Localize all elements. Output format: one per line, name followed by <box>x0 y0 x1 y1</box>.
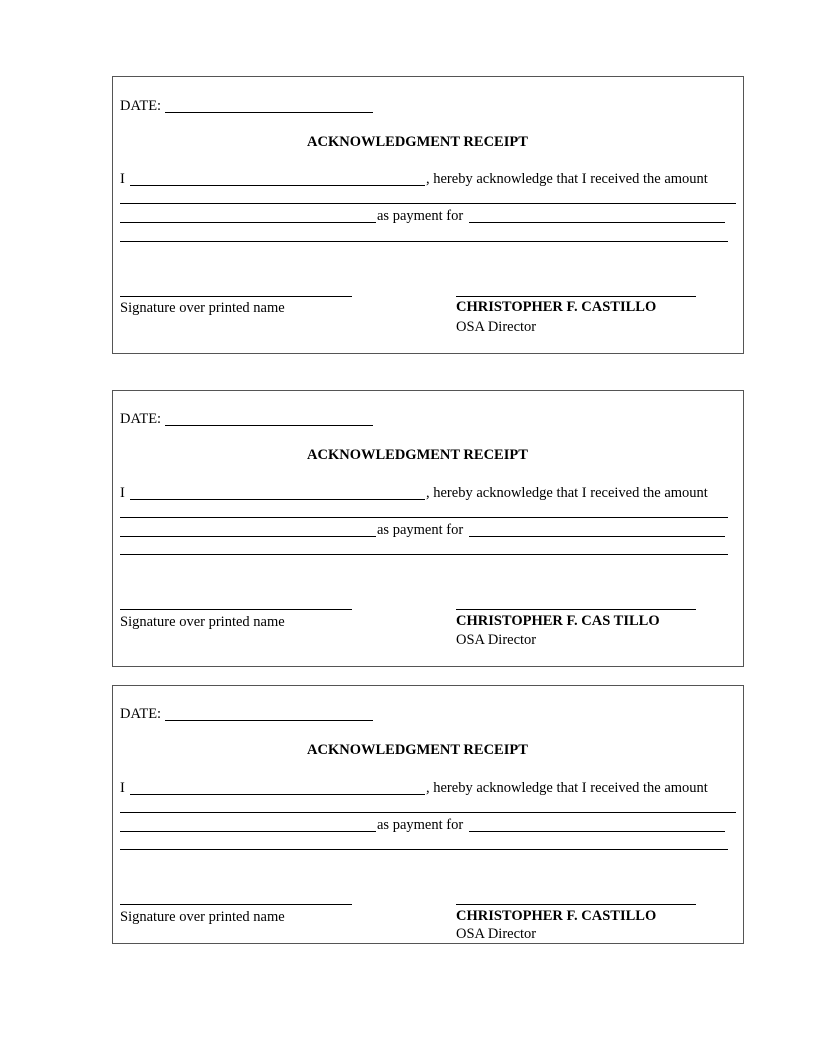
receipt-title: ACKNOWLEDGMENT RECEIPT <box>307 742 528 758</box>
director-title: OSA Director <box>456 926 537 942</box>
director-title: OSA Director <box>456 319 537 335</box>
date-field[interactable] <box>165 425 373 426</box>
director-name: CHRISTOPHER F. CAS TILLO <box>456 613 660 629</box>
receipt-2 <box>112 390 744 667</box>
payment-label: as payment for <box>377 817 464 833</box>
acknowledge-text: , hereby acknowledge that I received the amount <box>426 171 708 187</box>
director-title: OSA Director <box>456 632 537 648</box>
payment-purpose-field[interactable] <box>469 831 725 832</box>
signature-field[interactable] <box>120 609 352 610</box>
director-signature-line <box>456 296 696 297</box>
payment-label: as payment for <box>377 522 464 538</box>
amount-field[interactable] <box>120 203 736 204</box>
signature-label: Signature over printed name <box>120 614 285 630</box>
amount-field[interactable] <box>120 517 728 518</box>
recipient-prefix: I <box>120 780 125 796</box>
signature-label: Signature over printed name <box>120 300 285 316</box>
recipient-prefix: I <box>120 485 125 501</box>
receipt-title: ACKNOWLEDGMENT RECEIPT <box>307 134 528 150</box>
date-field[interactable] <box>165 720 373 721</box>
payment-purpose-continued[interactable] <box>120 241 728 242</box>
receipt-title: ACKNOWLEDGMENT RECEIPT <box>307 447 528 463</box>
signature-field[interactable] <box>120 296 352 297</box>
receipt-1 <box>112 76 744 354</box>
date-field[interactable] <box>165 112 373 113</box>
acknowledge-text: , hereby acknowledge that I received the amount <box>426 485 708 501</box>
acknowledge-text: , hereby acknowledge that I received the amount <box>426 780 708 796</box>
date-label: DATE: <box>120 411 162 427</box>
recipient-name-field[interactable] <box>130 185 425 186</box>
date-label: DATE: <box>120 706 162 722</box>
recipient-prefix: I <box>120 171 125 187</box>
amount-field[interactable] <box>120 812 736 813</box>
director-name: CHRISTOPHER F. CASTILLO <box>456 908 657 924</box>
director-name: CHRISTOPHER F. CASTILLO <box>456 299 657 315</box>
amount-field-continued[interactable] <box>120 222 376 223</box>
director-signature-line <box>456 904 696 905</box>
date-label: DATE: <box>120 98 162 114</box>
payment-purpose-field[interactable] <box>469 222 725 223</box>
amount-field-continued[interactable] <box>120 831 376 832</box>
payment-purpose-field[interactable] <box>469 536 725 537</box>
director-signature-line <box>456 609 696 610</box>
recipient-name-field[interactable] <box>130 794 425 795</box>
payment-label: as payment for <box>377 208 464 224</box>
recipient-name-field[interactable] <box>130 499 425 500</box>
signature-label: Signature over printed name <box>120 909 285 925</box>
receipt-3 <box>112 685 744 944</box>
amount-field-continued[interactable] <box>120 536 376 537</box>
signature-field[interactable] <box>120 904 352 905</box>
payment-purpose-continued[interactable] <box>120 554 728 555</box>
payment-purpose-continued[interactable] <box>120 849 728 850</box>
